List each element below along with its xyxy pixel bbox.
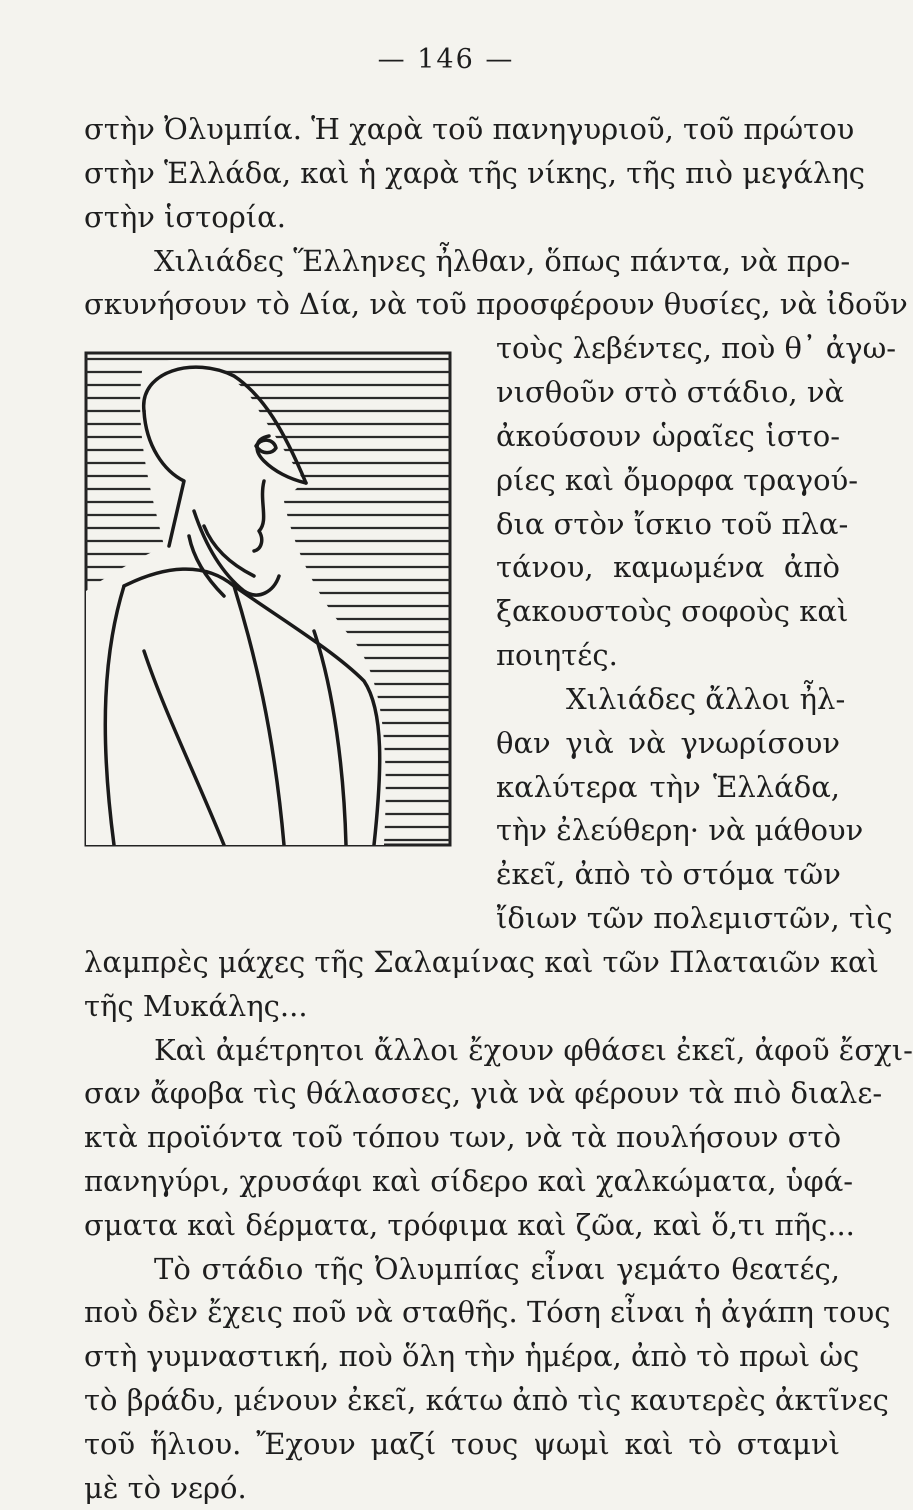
text-line: στὴν ἱστορία. bbox=[84, 200, 286, 234]
text-line: σματα καὶ δέρματα, τρόφιμα καὶ ζῶα, καὶ ὅ,τι πῆς... bbox=[84, 1208, 855, 1242]
text-line: τοὺς λεβέντες, ποὺ θ᾿ ἀγω- bbox=[496, 331, 897, 365]
text-line: κτὰ προϊόντα τοῦ τόπου των, νὰ τὰ πουλήσουν στὸ bbox=[84, 1120, 842, 1154]
text-line: Χιλιάδες Ἕλληνες ἦλθαν, ὅπως πάντα, νὰ προ- bbox=[154, 244, 851, 278]
text-line: ποὺ δὲν ἔχεις ποῦ νὰ σταθῆς. Τόση εἶναι ἡ ἀγάπη τους bbox=[84, 1295, 891, 1329]
text-line: ἴδιων τῶν πολεμιστῶν, τὶς bbox=[496, 901, 893, 935]
text-line: καλύτερα τὴν Ἑλλάδα, bbox=[496, 770, 840, 804]
text-line: δια στὸν ἴσκιο τοῦ πλα- bbox=[496, 507, 849, 541]
text-line: ἐκεῖ, ἀπὸ τὸ στόμα τῶν bbox=[496, 857, 841, 891]
text-line: στὴν Ὀλυμπία. Ἡ χαρὰ τοῦ πανηγυριοῦ, τοῦ πρώτου bbox=[84, 112, 855, 146]
text-line: τῆς Μυκάλης... bbox=[84, 989, 308, 1023]
text-line: τάνου, καμωμένα ἀπὸ bbox=[496, 550, 840, 584]
text-line: τὸ βράδυ, μένουν ἐκεῖ, κάτω ἀπὸ τὶς καυτερὲς ἀκτῖνες bbox=[84, 1383, 889, 1417]
text-line: ρίες καὶ ὄμορφα τραγού- bbox=[496, 463, 859, 497]
warrior-bust-illustration bbox=[84, 351, 452, 847]
text-line: νισθοῦν στὸ στάδιο, νὰ bbox=[496, 375, 845, 409]
page-number: — 146 — bbox=[377, 44, 515, 75]
text-line: θαν γιὰ νὰ γνωρίσουν bbox=[496, 726, 840, 760]
text-line: στὴν Ἑλλάδα, καὶ ἡ χαρὰ τῆς νίκης, τῆς πιὸ μεγάλης bbox=[84, 156, 866, 190]
text-line: τὴν ἐλεύθερη· νὰ μάθουν bbox=[496, 813, 864, 847]
text-line: σαν ἄφοβα τὶς θάλασσες, γιὰ νὰ φέρουν τὰ πιὸ διαλε- bbox=[84, 1076, 883, 1110]
text-line: Χιλιάδες ἄλλοι ἦλ- bbox=[566, 682, 846, 716]
text-line: μὲ τὸ νερό. bbox=[84, 1471, 247, 1505]
text-line: στὴ γυμναστική, ποὺ ὅλη τὴν ἡμέρα, ἀπὸ τὸ πρωὶ ὡς bbox=[84, 1339, 860, 1373]
text-line: σκυνήσουν τὸ Δία, νὰ τοῦ προσφέρουν θυσίες, νὰ ἰδοῦν bbox=[84, 287, 908, 321]
text-line: λαμπρὲς μάχες τῆς Σαλαμίνας καὶ τῶν Πλαταιῶν καὶ bbox=[84, 945, 879, 979]
text-line: τοῦ ἥλιου. Ἔχουν μαζί τους ψωμὶ καὶ τὸ σταμνὶ bbox=[84, 1427, 840, 1461]
text-line: ποιητές. bbox=[496, 638, 618, 672]
text-line: πανηγύρι, χρυσάφι καὶ σίδερο καὶ χαλκώματα, ὑφά- bbox=[84, 1164, 854, 1198]
warrior-bust-drawing bbox=[84, 351, 452, 847]
text-line: Καὶ ἀμέτρητοι ἄλλοι ἔχουν φθάσει ἐκεῖ, ἀφοῦ ἔσχι- bbox=[154, 1033, 913, 1067]
text-line: ξακουστοὺς σοφοὺς καὶ bbox=[496, 594, 849, 628]
text-line: Τὸ στάδιο τῆς Ὀλυμπίας εἶναι γεμάτο θεατές, bbox=[154, 1252, 840, 1286]
text-line: ἀκούσουν ὡραῖες ἱστο- bbox=[496, 419, 840, 453]
